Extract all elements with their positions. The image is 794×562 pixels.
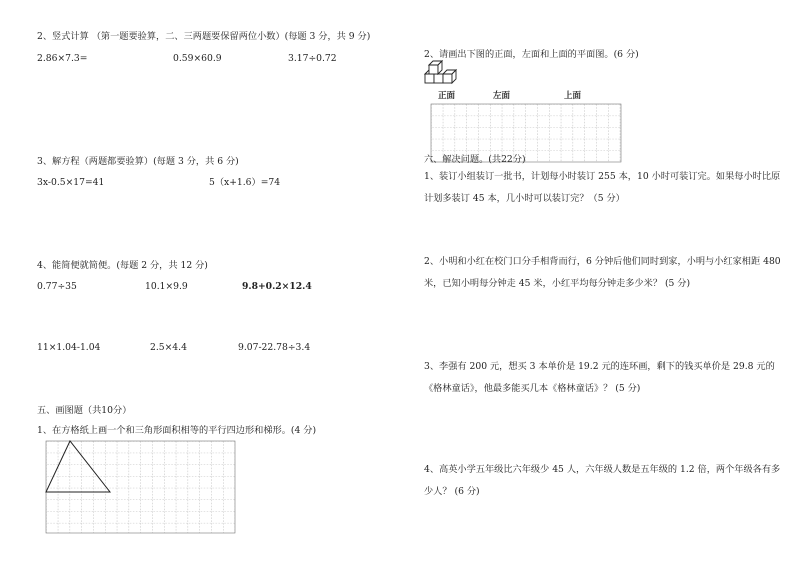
left-grid-paper xyxy=(46,441,235,533)
q2-title: 2、竖式计算 （第一题要验算，二、三两题要保留两位小数）(每题 3 分，共 9 分) xyxy=(37,31,371,42)
top-view-label: 上面 xyxy=(564,91,582,101)
problem-3: 3、李强有 200 元，想买 3 本单价是 19.2 元的连环画，剩下的钱买单价是 29.8 元的《格林童话》，他最多能买几本《格林童话》？ (5 分) xyxy=(424,361,775,394)
q4-row1-item-2: 10.1×9.9 xyxy=(145,281,188,292)
section6-title: 六、解决问题。(共22分) xyxy=(424,154,526,165)
problem-4: 4、高英小学五年级比六年级少 45 人，六年级人数是五年级的 1.2 倍，两个年级各有多少人？ (6 分) xyxy=(424,464,781,497)
q4-row2-item-2: 2.5×4.4 xyxy=(150,342,187,353)
q4-row2-item-3: 9.07-22.78÷3.4 xyxy=(238,342,311,353)
q4-row1-item-3: 9.8+0.2×12.4 xyxy=(242,281,312,292)
q2-item-2: 0.59×60.9 xyxy=(173,53,222,64)
problem-2: 2、小明和小红在校门口分手相背而行，6 分钟后他们同时到家，小明与小红家相距 480 米，已知小明每分钟走 45 米，小红平均每分钟走多少米？ (5 分) xyxy=(424,256,781,289)
q4-row2-item-1: 11×1.04-1.04 xyxy=(37,342,101,353)
q3-title: 3、解方程（两题都要验算）(每题 3 分，共 6 分) xyxy=(37,156,239,167)
draw-q2-title: 2、请画出下图的正面，左面和上面的平面图。(6 分) xyxy=(424,49,639,60)
q4-row1-item-1: 0.77÷35 xyxy=(37,281,77,292)
q3-item-2: 5（x+1.6）=74 xyxy=(209,177,281,188)
section5-q1: 1、在方格纸上画一个和三角形面积相等的平行四边形和梯形。(4 分) xyxy=(37,425,317,436)
front-view-label: 正面 xyxy=(438,91,456,101)
left-view-label: 左面 xyxy=(493,91,511,101)
q2-item-1: 2.86×7.3= xyxy=(37,53,88,64)
q3-item-1: 3x-0.5×17=41 xyxy=(37,177,105,188)
q4-title: 4、能简便就简便。(每题 2 分，共 12 分) xyxy=(37,260,208,271)
cube-stack-figure xyxy=(425,61,456,83)
section5-title: 五、画图题（共10分） xyxy=(37,405,132,416)
problem-1: 1、装订小组装订一批书，计划每小时装订 255 本，10 小时可装订完。如果每小时比原计划多装订 45 本，几小时可以装订完？（5 分） xyxy=(424,171,781,204)
q2-item-3: 3.17÷0.72 xyxy=(288,53,337,64)
